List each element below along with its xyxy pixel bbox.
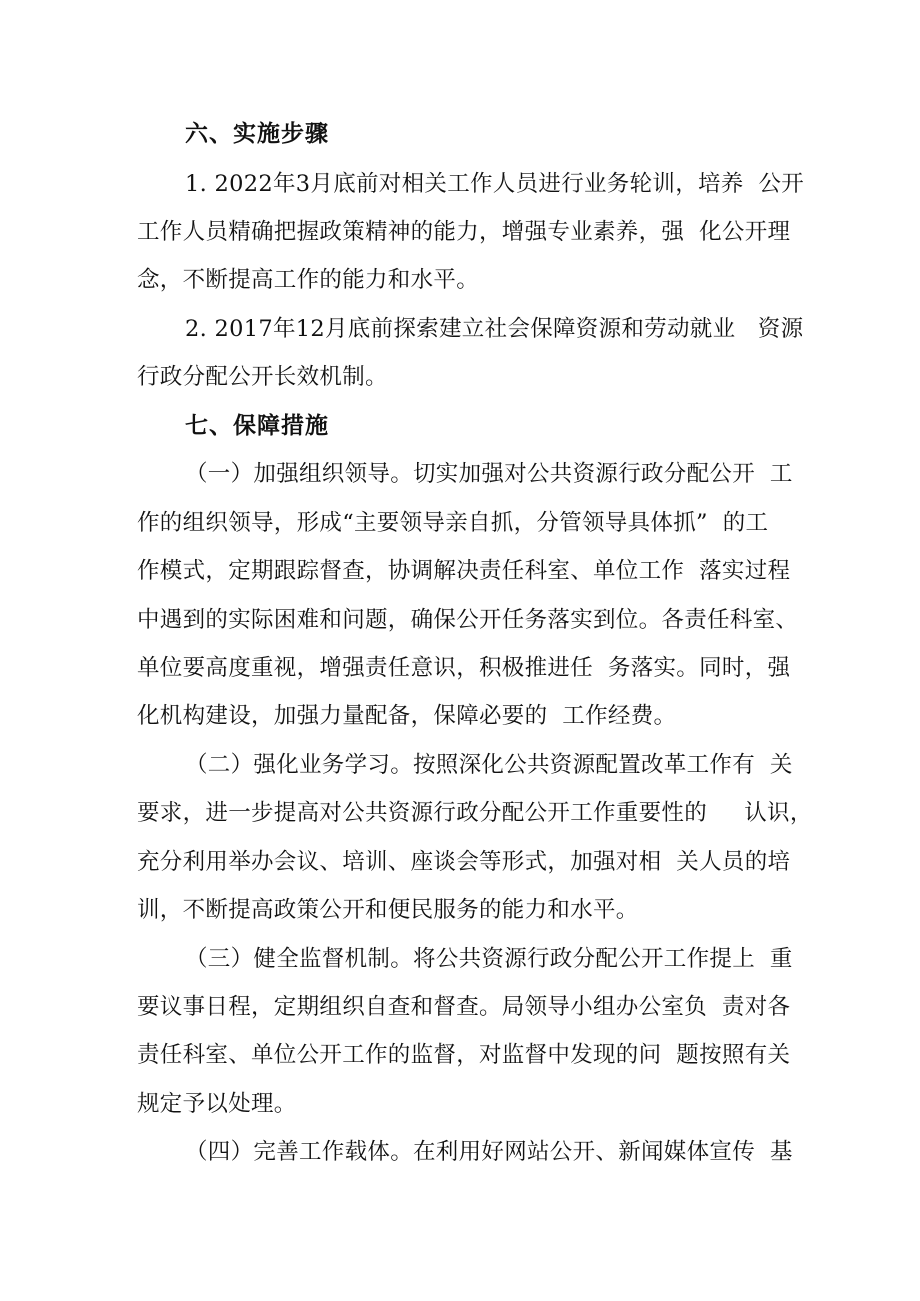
section-heading-safeguards: 七、保障措施 <box>185 413 329 439</box>
paragraph-2-line-1: （二）强化业务学习。按照深化公共资源配置改革工作有 关 <box>185 752 793 778</box>
paragraph-3-line-4: 规定予以处理。 <box>137 1091 297 1117</box>
paragraph-2-line-4: 训，不断提高政策公开和便民服务的能力和水平。 <box>137 897 639 923</box>
paragraph-1-line-4: 中遇到的实际困难和问题，确保公开任务落实到位。各责任科室、 <box>137 607 799 633</box>
paragraph-1-line-6: 化机构建设，加强力量配备，保障必要的 工作经费。 <box>137 703 677 729</box>
paragraph-4-line-1: （四）完善工作载体。在利用好网站公开、新闻媒体宣传 基 <box>185 1139 793 1165</box>
paragraph-3-line-1: （三）健全监督机制。将公共资源行政分配公开工作提上 重 <box>185 946 793 972</box>
step-1-line-2: 工作人员精确把握政策精神的能力，增强专业素养，强 化公开理 <box>137 219 791 245</box>
paragraph-1-line-5: 单位要高度重视，增强责任意识，积极推进任 务落实。同时，强 <box>137 655 791 681</box>
step-2-line-2: 行政分配公开长效机制。 <box>137 364 388 390</box>
paragraph-1-line-1: （一）加强组织领导。切实加强对公共资源行政分配公开 工 <box>185 461 793 487</box>
paragraph-1-line-2: 作的组织领导，形成“主要领导亲自抓，分管领导具体抓” 的工 <box>137 510 769 536</box>
step-1-line-1: 1. 2022年3月底前对相关工作人员进行业务轮训，培养 公开 <box>185 171 805 197</box>
paragraph-1-line-3: 作模式，定期跟踪督查，协调解决责任科室、单位工作 落实过程 <box>137 558 791 584</box>
paragraph-2-line-3: 充分利用举办会议、培训、座谈会等形式，加强对相 关人员的培 <box>137 849 791 875</box>
paragraph-3-line-3: 责任科室、单位公开工作的监督，对监督中发现的问 题按照有关 <box>137 1042 791 1068</box>
section-heading-implementation-steps: 六、实施步骤 <box>185 121 329 147</box>
step-2-line-1: 2. 2017年12月底前探索建立社会保障资源和劳动就业 资源 <box>185 316 804 342</box>
step-1-line-3: 念，不断提高工作的能力和水平。 <box>137 267 480 293</box>
paragraph-3-line-2: 要议事日程，定期组织自查和督查。局领导小组办公室负 责对各 <box>137 994 791 1020</box>
paragraph-2-line-2: 要求，进一步提高对公共资源行政分配公开工作重要性的 认识， <box>137 800 813 826</box>
